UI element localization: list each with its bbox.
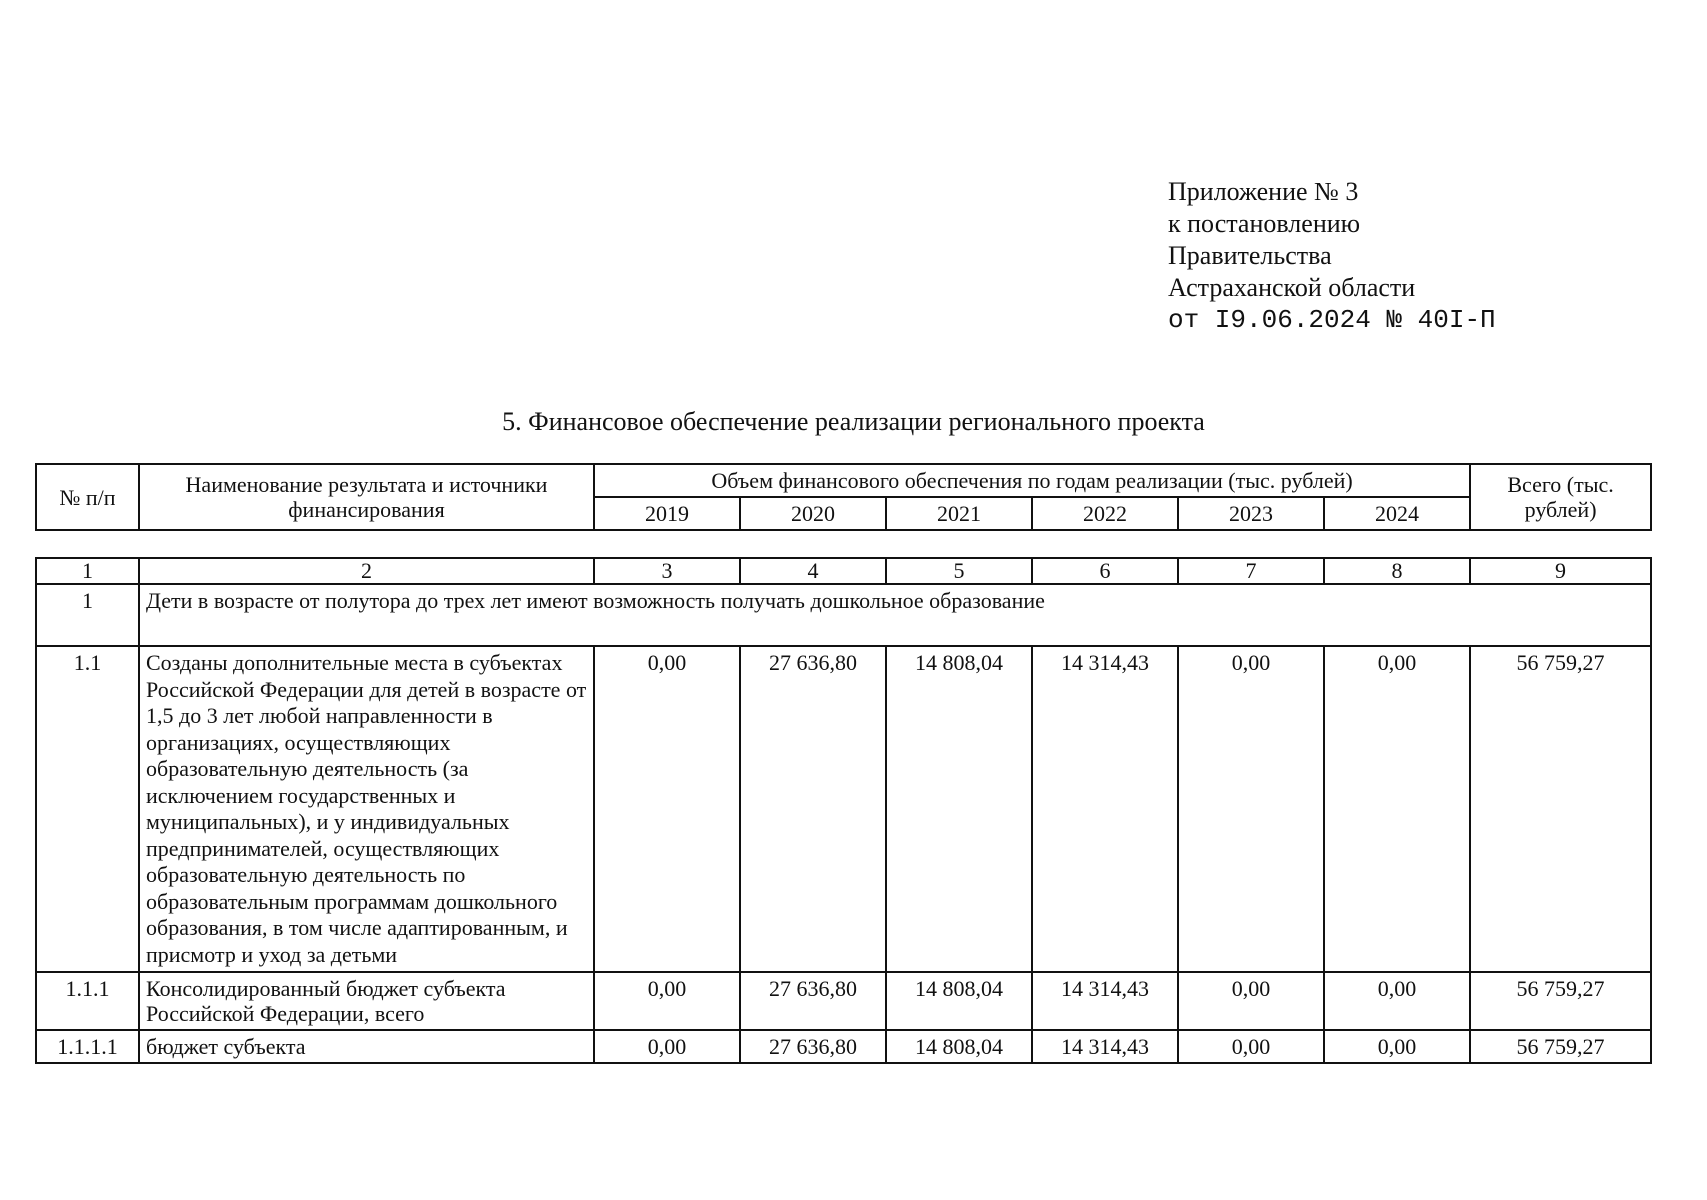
value-total: 56 759,27 bbox=[1470, 972, 1651, 1030]
value-2023: 0,00 bbox=[1178, 972, 1324, 1030]
value-2024: 0,00 bbox=[1324, 1030, 1470, 1063]
column-number: 5 bbox=[886, 558, 1032, 584]
value-2022: 14 314,43 bbox=[1032, 646, 1178, 972]
value-2020: 27 636,80 bbox=[740, 1030, 886, 1063]
value-2020: 27 636,80 bbox=[740, 646, 886, 972]
row-number: 1.1.1.1 bbox=[36, 1030, 139, 1063]
value-2019: 0,00 bbox=[594, 646, 740, 972]
column-number: 1 bbox=[36, 558, 139, 584]
header-volume: Объем финансового обеспечения по годам реализации (тыс. рублей) bbox=[594, 464, 1470, 497]
value-2024: 0,00 bbox=[1324, 972, 1470, 1030]
value-2019: 0,00 bbox=[594, 1030, 740, 1063]
column-number-row bbox=[36, 558, 1651, 584]
value-total: 56 759,27 bbox=[1470, 1030, 1651, 1063]
value-2021: 14 808,04 bbox=[886, 972, 1032, 1030]
table-row bbox=[36, 646, 1651, 972]
header-total: Всего (тыс. рублей) bbox=[1470, 464, 1651, 530]
value-2021: 14 808,04 bbox=[886, 646, 1032, 972]
row-number: 1.1.1 bbox=[36, 972, 139, 1030]
header-year: 2024 bbox=[1324, 497, 1470, 530]
appendix-line: Приложение № 3 bbox=[1168, 177, 1359, 206]
column-number: 2 bbox=[139, 558, 594, 584]
value-total: 56 759,27 bbox=[1470, 646, 1651, 972]
row-name: Дети в возрасте от полутора до трех лет имеют возможность получать дошкольное образование bbox=[139, 584, 1651, 646]
appendix-line: Правительства bbox=[1168, 241, 1332, 270]
header-year: 2022 bbox=[1032, 497, 1178, 530]
appendix-line: к постановлению bbox=[1168, 209, 1361, 238]
table-header bbox=[35, 463, 1652, 531]
header-num: № п/п bbox=[36, 464, 139, 530]
row-number: 1.1 bbox=[36, 646, 139, 972]
table-row bbox=[36, 972, 1651, 1030]
header-year: 2023 bbox=[1178, 497, 1324, 530]
column-number: 7 bbox=[1178, 558, 1324, 584]
value-2023: 0,00 bbox=[1178, 646, 1324, 972]
row-number: 1 bbox=[36, 584, 139, 646]
column-number: 6 bbox=[1032, 558, 1178, 584]
row-name: Созданы дополнительные места в субъектах Российской Федерации для детей в возрасте от 1,5 до 3 лет любой направленности в организациях, осуществляющих образовательную деятельность (за исключением государственных и муниципальных), и у индивидуальных предпринимателей, осуществляющих образовательную деятельность по образовательным программам дошкольного образования, в том числе адаптированным, и присмотр и уход за детьми bbox=[139, 646, 594, 972]
column-number: 9 bbox=[1470, 558, 1651, 584]
header-name: Наименование результата и источники финансирования bbox=[139, 464, 594, 530]
row-name: бюджет субъекта bbox=[139, 1030, 594, 1063]
value-2019: 0,00 bbox=[594, 972, 740, 1030]
value-2022: 14 314,43 bbox=[1032, 972, 1178, 1030]
table-row bbox=[36, 1030, 1651, 1063]
header-year: 2020 bbox=[740, 497, 886, 530]
value-2023: 0,00 bbox=[1178, 1030, 1324, 1063]
header-year: 2019 bbox=[594, 497, 740, 530]
header-year: 2021 bbox=[886, 497, 1032, 530]
appendix-block bbox=[1168, 176, 1496, 336]
value-2022: 14 314,43 bbox=[1032, 1030, 1178, 1063]
value-2021: 14 808,04 bbox=[886, 1030, 1032, 1063]
row-name: Консолидированный бюджет субъекта Российской Федерации, всего bbox=[139, 972, 594, 1030]
value-2024: 0,00 bbox=[1324, 646, 1470, 972]
section-title: 5. Финансовое обеспечение реализации регионального проекта bbox=[502, 407, 1205, 436]
appendix-line: Астраханской области bbox=[1168, 273, 1416, 302]
column-number: 8 bbox=[1324, 558, 1470, 584]
table-row bbox=[36, 584, 1651, 646]
column-number: 3 bbox=[594, 558, 740, 584]
appendix-date-number: от I9.06.2024 № 40I-П bbox=[1168, 305, 1496, 335]
value-2020: 27 636,80 bbox=[740, 972, 886, 1030]
column-number: 4 bbox=[740, 558, 886, 584]
table-body bbox=[35, 557, 1652, 1064]
